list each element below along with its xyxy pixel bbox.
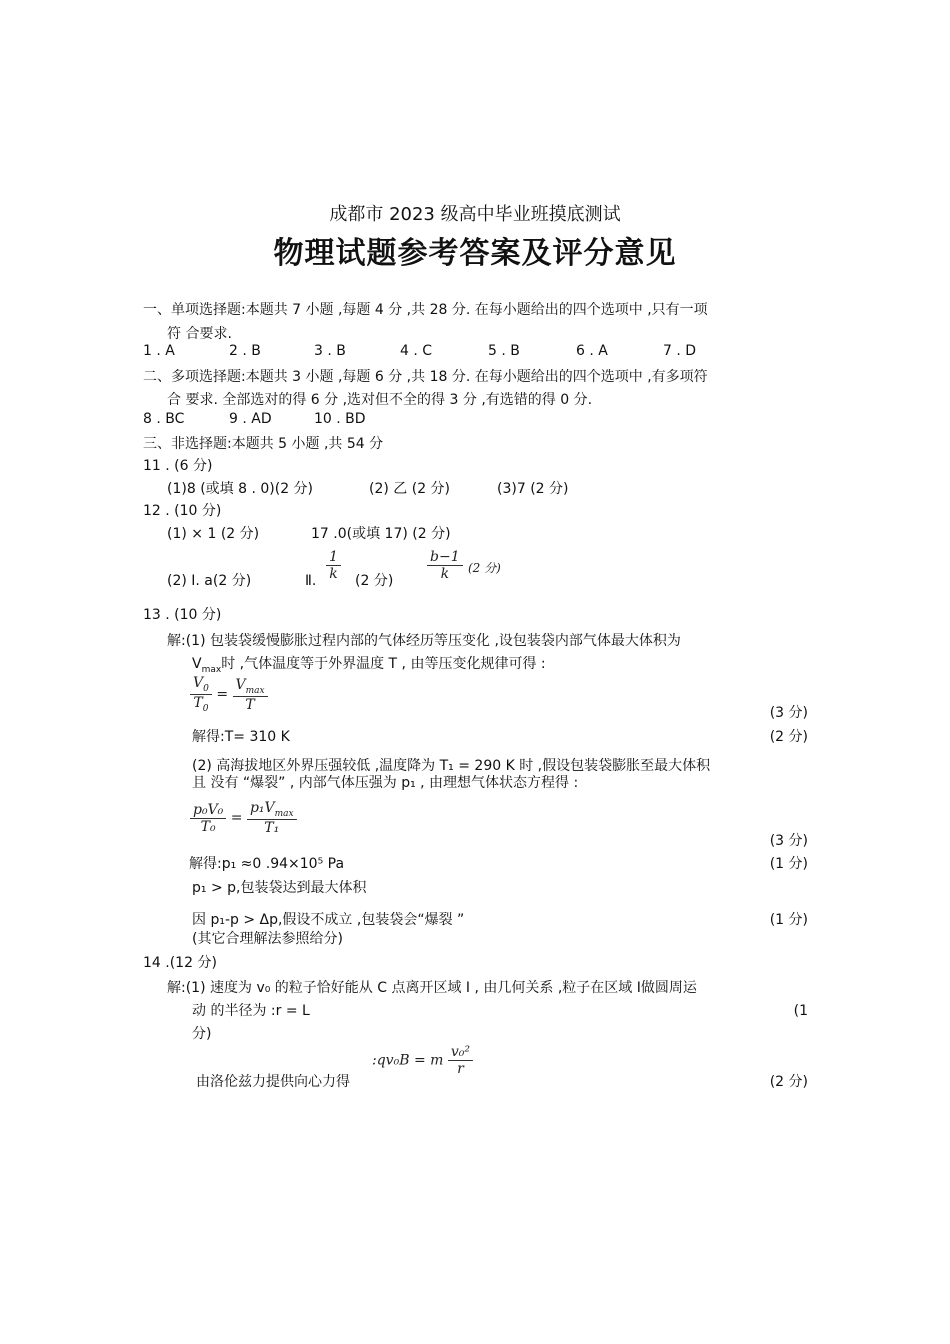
q12-answer-1: (1) × 1 (2 分) <box>167 526 260 542</box>
exam-subtitle: 成都市 2023 级高中毕业班摸底测试 <box>329 204 621 225</box>
fraction-denominator: k <box>440 566 450 583</box>
q14-equation-lorentz <box>372 1044 473 1077</box>
section1-intro: 一、单项选择题:本题共 7 小题 ,每题 4 分 ,共 28 分. 在每小题给出的四个选项中 ,只有一项 <box>143 302 708 318</box>
eq3-numerator: v₀² <box>448 1044 473 1061</box>
section2-intro-cont: 合 要求. 全部选对的得 6 分 ,选对但不全的得 3 分 ,有选错的得 0 分. <box>167 392 593 408</box>
q13-reason: 因 p₁-p > Δp,假设不成立 ,包装袋会“爆裂 ” <box>192 912 465 928</box>
q14-part1-score-cont: 分) <box>192 1026 212 1042</box>
vmax-symbol: V <box>192 656 202 672</box>
eq1-t-sub: 0 <box>202 703 209 714</box>
section3-intro: 三、非选择题:本题共 5 小题 ,共 54 分 <box>143 436 384 452</box>
eq1-t: T <box>193 695 203 712</box>
q11-heading: 11 . (6 分) <box>143 458 213 474</box>
q13-part2-line2: 且 没有 “爆裂” , 内部气体压强为 p₁ , 由理想气体状态方程得 : <box>192 775 579 791</box>
q11-answer-2: (2) 乙 (2 分) <box>369 481 451 497</box>
eq1-t-right: T <box>245 696 255 713</box>
q13-reason-score: (1 分) <box>769 912 808 928</box>
answer-3: 3 . B <box>314 343 346 359</box>
vmax-subscript: max <box>201 664 222 675</box>
q12-answer-2b-score: (2 分) <box>355 573 394 589</box>
q12-heading: 12 . (10 分) <box>143 503 222 519</box>
q14-part1-line2: 动 的半径为 :r = L <box>192 1003 310 1019</box>
eq1-equals: = <box>216 686 229 703</box>
answer-1: 1 . A <box>143 343 175 359</box>
eq2-right-denominator: T₁ <box>264 820 280 837</box>
q13-compare: p₁ > p,包装袋达到最大体积 <box>192 880 367 896</box>
fraction-denominator: k <box>329 566 338 583</box>
q13-eq1-score: (3 分) <box>769 705 808 721</box>
q12-answer-1b: 17 .0(或填 17) (2 分) <box>311 526 451 542</box>
fraction-numerator: 1 <box>326 549 341 566</box>
q14-part1-score: (1 <box>793 1003 808 1019</box>
eq3-denominator: r <box>457 1061 464 1078</box>
q13-equation-2 <box>190 800 297 836</box>
q14-part1-line1: 解:(1) 速度为 v₀ 的粒子恰好能从 C 点离开区域 Ⅰ , 由几何关系 ,粒子在区域 Ⅰ做圆周运 <box>167 980 697 996</box>
answer-8: 8 . BC <box>143 411 185 427</box>
q11-answer-3: (3)7 (2 分) <box>497 481 569 497</box>
answer-2: 2 . B <box>229 343 261 359</box>
eq1-vmax: V <box>235 676 246 693</box>
q13-heading: 13 . (10 分) <box>143 607 222 623</box>
q14-part2-text: 由洛伦兹力提供向心力得 <box>196 1074 350 1090</box>
q13-equation-1 <box>190 675 268 714</box>
eq2-right-sub: max <box>274 808 294 819</box>
eq1-vmax-sub: max <box>245 685 265 696</box>
q11-answer-1: (1)8 (或填 8 . 0)(2 分) <box>167 481 314 497</box>
eq1-v: V <box>193 675 204 691</box>
q12-answer-2: (2) Ⅰ. a(2 分) <box>167 573 252 589</box>
answer-9: 9 . AD <box>229 411 272 427</box>
q12-fraction-1-over-k <box>326 549 341 582</box>
answer-6: 6 . A <box>576 343 608 359</box>
q13-result-1-score: (2 分) <box>769 729 808 745</box>
q13-result-1: 解得:T= 310 K <box>192 729 290 745</box>
answer-5: 5 . B <box>488 343 520 359</box>
section1-intro-cont: 符 合要求. <box>167 326 232 342</box>
q14-part2-score: (2 分) <box>769 1074 808 1090</box>
section2-intro: 二、多项选择题:本题共 3 小题 ,每题 6 分 ,共 18 分. 在每小题给出的四个选项中 ,有多项符 <box>143 369 708 385</box>
eq3-left: :qv₀B = m <box>372 1052 444 1069</box>
q12-answer-2b-label: Ⅱ. <box>305 573 317 589</box>
eq2-left-numerator: p₀V₀ <box>190 802 226 819</box>
q13-part1-line1: 解:(1) 包装袋缓慢膨胀过程内部的气体经历等压变化 ,设包装袋内部气体最大体积为 <box>167 633 681 649</box>
q13-note: (其它合理解法参照给分) <box>192 931 343 947</box>
answer-4: 4 . C <box>400 343 433 359</box>
page-title: 物理试题参考答案及评分意见 <box>273 236 677 271</box>
eq2-left-denominator: T₀ <box>200 818 216 835</box>
eq1-v-sub: 0 <box>203 683 209 694</box>
answer-10: 10 . BD <box>314 411 366 427</box>
eq2-right-numerator: p₁V <box>249 800 275 816</box>
q12-answer-2c-score: (2 分) <box>468 561 501 575</box>
eq2-equals: = <box>230 810 243 827</box>
q14-heading: 14 .(12 分) <box>143 955 217 971</box>
q13-result-2-score: (1 分) <box>769 856 808 872</box>
q13-result-2: 解得:p₁ ≈0 .94×10⁵ Pa <box>189 856 345 872</box>
answer-7: 7 . D <box>663 343 697 359</box>
fraction-numerator: b−1 <box>427 549 463 566</box>
q12-fraction-b-minus-1-over-k <box>427 549 463 582</box>
vmax-text: 时 ,气体温度等于外界温度 T , 由等压变化规律可得 : <box>221 656 546 672</box>
q13-part1-line2 <box>192 656 546 676</box>
q13-part2-line1: (2) 高海拔地区外界压强较低 ,温度降为 T₁ = 290 K 时 ,假设包装袋膨胀至最大体积 <box>192 758 711 774</box>
q13-eq2-score: (3 分) <box>769 833 808 849</box>
